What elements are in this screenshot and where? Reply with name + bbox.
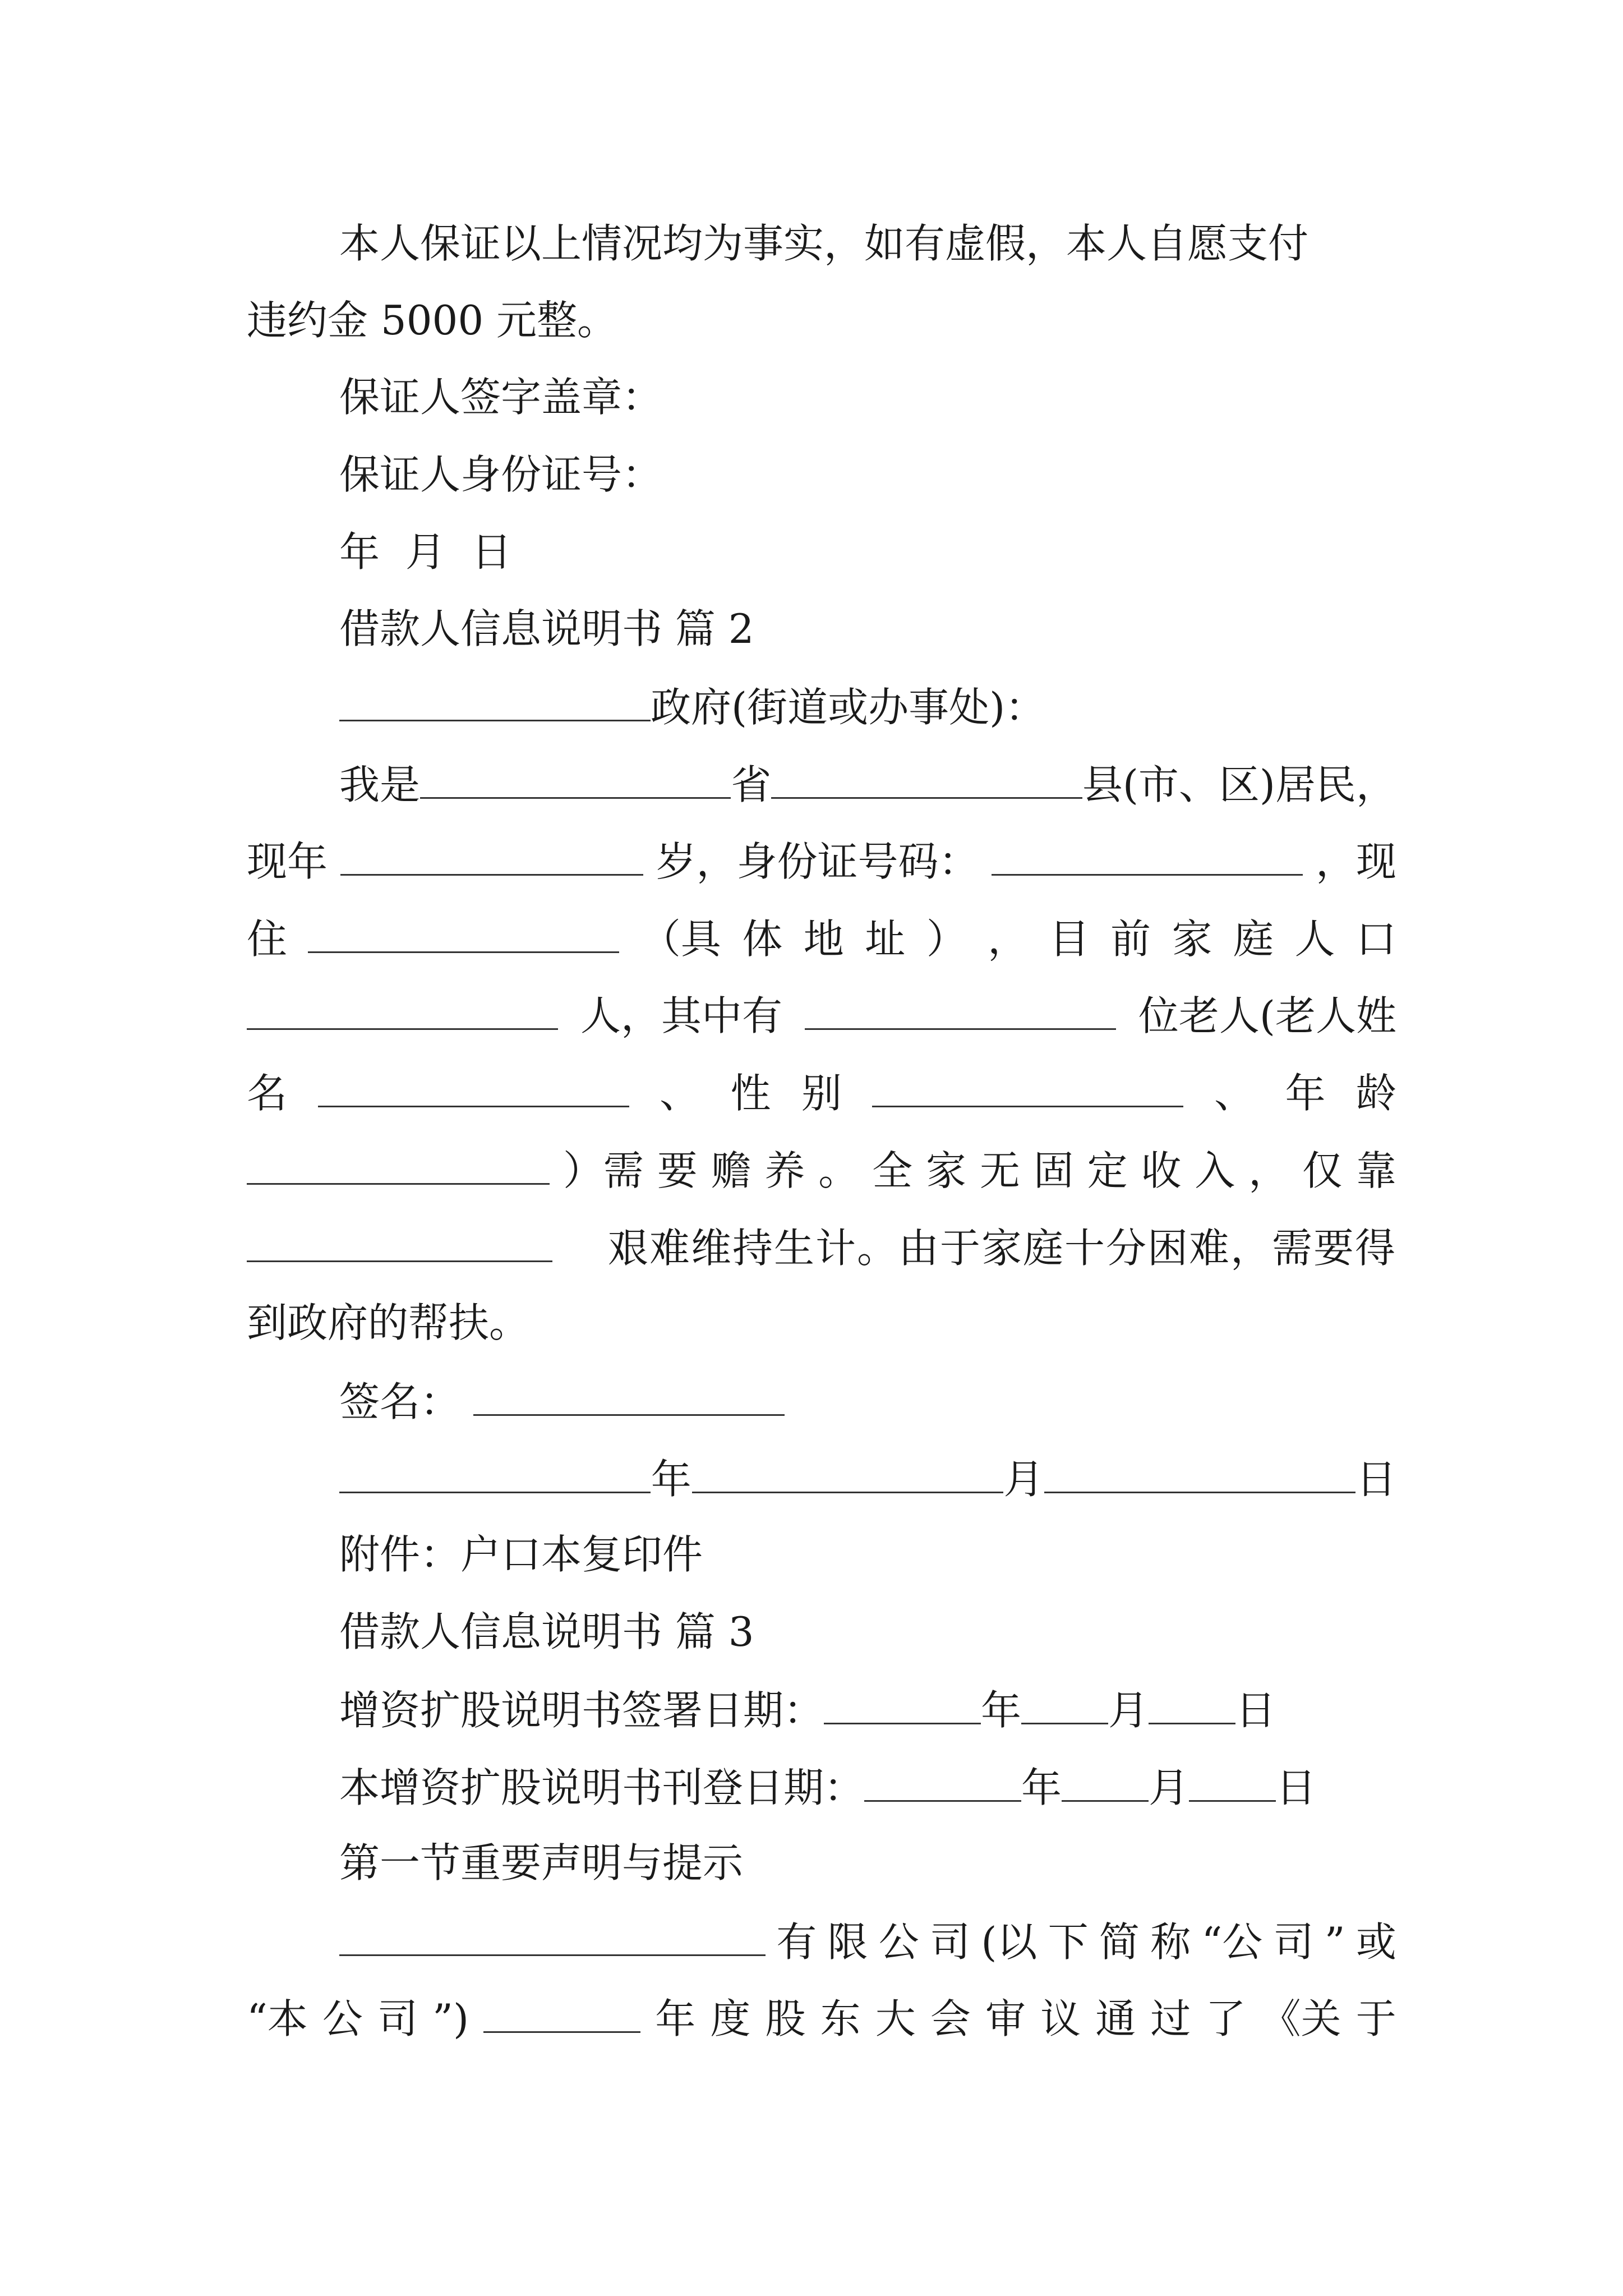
fill-blank[interactable] xyxy=(340,840,643,876)
date-line: 年 月 日 xyxy=(339,528,512,576)
year-blank[interactable] xyxy=(824,1688,981,1724)
paragraph-line: 现年 岁，身份证号码： ，现 xyxy=(247,838,1396,886)
fill-blank[interactable] xyxy=(992,840,1303,876)
day-blank[interactable] xyxy=(1149,1688,1235,1724)
year-blank[interactable] xyxy=(483,1997,640,2033)
section-heading: 借款人信息说明书 篇 3 xyxy=(339,1608,754,1655)
paragraph-line: 住 （具 体 地 址 ） ， 目 前 家 庭 人 口 xyxy=(247,915,1396,963)
company-name-blank[interactable] xyxy=(339,1920,766,1956)
day-blank[interactable] xyxy=(1044,1457,1355,1493)
signature-line: 签名： xyxy=(339,1380,785,1422)
fill-blank[interactable] xyxy=(805,994,1116,1030)
sign-date-line: 增资扩股说明书签署日期： 年 月 日 xyxy=(339,1687,1276,1734)
fill-blank[interactable] xyxy=(420,763,731,799)
guarantor-signature-label: 保证人签字盖章： xyxy=(339,374,663,421)
year-blank[interactable] xyxy=(339,1457,651,1493)
month-blank[interactable] xyxy=(1021,1688,1108,1724)
fill-blank[interactable] xyxy=(771,763,1082,799)
paragraph-line: “本 公 司 ”) 年 度 股 东 大 会 审 议 通 过 了 《关 于 xyxy=(247,1995,1396,2043)
month-blank[interactable] xyxy=(692,1457,1003,1493)
section-heading: 借款人信息说明书 篇 2 xyxy=(339,605,754,652)
paragraph-line: 违约金 5000 元整。 xyxy=(247,297,618,344)
guarantor-id-label: 保证人身份证号： xyxy=(339,451,663,498)
fill-blank[interactable] xyxy=(318,1071,629,1107)
fill-blank[interactable] xyxy=(872,1071,1183,1107)
fill-blank[interactable] xyxy=(308,917,619,953)
month-blank[interactable] xyxy=(1062,1766,1149,1802)
paragraph-line: 人，其中有 位老人(老人姓 xyxy=(247,994,1396,1036)
fill-blank[interactable] xyxy=(247,1149,550,1185)
date-line: 年 月 日 xyxy=(339,1457,1396,1499)
fill-blank[interactable] xyxy=(339,685,651,721)
paragraph-line: ）需 要 赡 养 。 全 家 无 固 定 收 入 ， 仅 靠 xyxy=(247,1149,1396,1191)
government-line: 政府(街道或办事处)： xyxy=(339,685,1045,728)
fill-blank[interactable] xyxy=(247,994,558,1030)
paragraph-line: 到政府的帮扶。 xyxy=(247,1299,530,1346)
publish-date-line: 本增资扩股说明书刊登日期： 年 月 日 xyxy=(339,1764,1317,1812)
paragraph-line: 本人保证以上情况均为事实，如有虚假，本人自愿支付 xyxy=(339,220,1309,267)
attachment-line: 附件：户口本复印件 xyxy=(339,1531,703,1578)
section-title: 第一节重要声明与提示 xyxy=(339,1839,744,1887)
year-blank[interactable] xyxy=(864,1766,1021,1802)
paragraph-line: 名 、 性 别 、 年 龄 xyxy=(247,1070,1396,1117)
day-blank[interactable] xyxy=(1189,1766,1276,1802)
fill-blank[interactable] xyxy=(247,1226,552,1262)
paragraph-line: 我是 省 县(市、区)居民， xyxy=(339,761,1396,809)
paragraph-line: 有 限 公 司 (以 下 简 称 “公 司 ” 或 xyxy=(339,1920,1396,1962)
signature-blank[interactable] xyxy=(473,1380,785,1416)
paragraph-line: 艰难维持生计。由于家庭十分困难，需要得 xyxy=(247,1226,1396,1268)
